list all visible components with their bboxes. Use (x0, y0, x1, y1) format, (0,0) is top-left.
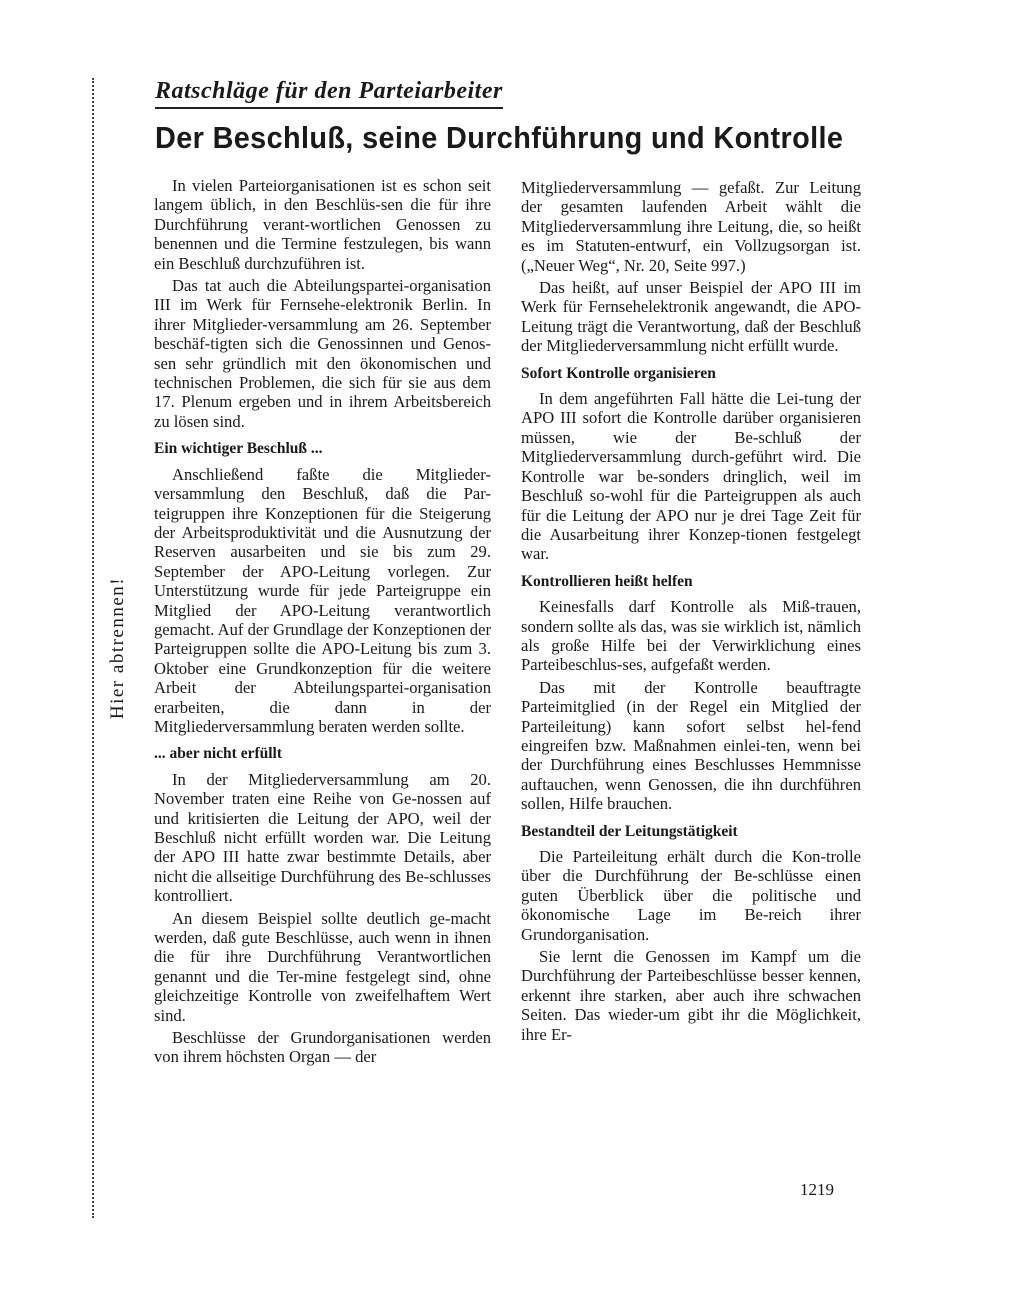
cut-dotted-line (92, 78, 94, 1218)
section-heading: Ein wichtiger Beschluß ... (154, 440, 323, 458)
paragraph: Beschlüsse der Grundorganisationen werden von ihrem höchsten Organ — der (154, 1028, 491, 1067)
paragraph: Anschließend faßte die Mitglieder-versammlung den Beschluß, daß die Par-teigruppen ihre Konzeptionen für die Steigerung der Arbeitsproduktivität und die Ausnutzung der Reserven ausarbeiten und sie bis zum 29. September der APO-Leitung vorlegen. Zur Unterstützung wurde für jede Parteigruppe ein Mitglied der APO-Leitung verantwortlich gemacht. Auf der Grundlage der Konzeptionen der Parteigruppen sollte die APO-Leitung bis zum 3. Oktober eine Grundkonzeption für die weitere Arbeit der Abteilungspartei-organisation erarbeiten, die dann in der Mitgliederversammlung beraten werden sollte. (154, 464, 491, 736)
paragraph: In dem angeführten Fall hätte die Lei-tung der APO III sofort die Kontrolle darüber organisieren müssen, wie der Be-schluß der Mitgliederversammlung durch-geführt wird. Die Kontrolle war be-sonders dringlich, weil im Beschluß so-wohl für die Parteigruppen als auch für die Leitung der APO nur je drei Tage Zeit für die Ausarbeitung ihrer Konzep-tionen festgelegt war. (521, 389, 861, 564)
paragraph: An diesem Beispiel sollte deutlich ge-macht werden, daß gute Beschlüsse, auch wenn in ihnen die für ihre Durchführung Verantwortlichen genannt und die Ter-mine festgelegt sind, ohne gleichzeitige Kontrolle von zweifelhaftem Wert sind. (154, 908, 491, 1025)
series-title: Ratschläge für den Parteiarbeiter (155, 78, 503, 109)
paragraph: In der Mitgliederversammlung am 20. November traten eine Reihe von Ge-nossen auf und kritisierten die Leitung der APO, weil der Beschluß nicht erfüllt worden war. Die Leitung der APO III hatte zwar bestimmte Details, aber nicht die allseitige Durchführung des Be-schlusses kontrolliert. (154, 769, 491, 906)
paragraph: Das mit der Kontrolle beauftragte Parteimitglied (in der Regel ein Mitglied der Parteileitung) kann sofort selbst hel-fend eingreifen bzw. Maßnahmen einlei-ten, wenn bei der Durchführung eines Beschlusses Hemmnisse auftauchen, wenn Genossen, die ihn durchführen sollen, Hilfe brauchen. (521, 677, 861, 814)
paragraph: Das tat auch die Abteilungspartei-organisation III im Werk für Fernsehe-elektronik Berlin. In ihrer Mitglieder-versammlung am 26. September beschäf-tigten sich die Genossinnen und Genos-sen sehr gründlich mit den ökonomischen und technischen Problemen, die sich für sie aus dem 17. Plenum ergeben und in ihrem Arbeitsbereich zu lösen sind. (154, 276, 491, 431)
page-number: 1219 (800, 1180, 834, 1199)
right-column (521, 178, 861, 1047)
left-column (154, 176, 491, 1070)
section-heading: ... aber nicht erfüllt (154, 745, 283, 763)
section-heading: Sofort Kontrolle organisieren (521, 364, 716, 382)
paragraph: Mitgliederversammlung — gefaßt. Zur Leitung der gesamten laufenden Arbeit wählt die Mitgliederversammlung ihre Leitung, die, so heißt es im Statuten-entwurf, ein Vollzugsorgan ist. („Neuer Weg“, Nr. 20, Seite 997.) (521, 178, 861, 275)
paragraph: In vielen Parteiorganisationen ist es schon seit langem üblich, in den Beschlüs-sen die für ihre Durchführung verant-wortlichen Genossen zu benennen und die Termine festzulegen, bis wann ein Beschluß durchzuführen ist. (154, 176, 491, 273)
paragraph: Das heißt, auf unser Beispiel der APO III im Werk für Fernsehelektronik angewandt, die APO-Leitung trägt die Verantwortung, daß der Beschluß der Mitgliederversammlung nicht erfüllt wurde. (521, 278, 861, 356)
article-title: Der Beschluß, seine Durchführung und Kontrolle (155, 120, 844, 155)
cut-here-label: Hier abtrennen! (107, 576, 128, 720)
section-heading: Kontrollieren heißt helfen (521, 572, 693, 590)
paragraph: Sie lernt die Genossen im Kampf um die Durchführung der Parteibeschlüsse besser kennen, erkennt ihre starken, aber auch ihre schwachen Seiten. Das wieder-um gibt ihr die Möglichkeit, ihre Er- (521, 947, 861, 1044)
paragraph: Keinesfalls darf Kontrolle als Miß-trauen, sondern sollte als das, was sie wirklich ist, nämlich als große Hilfe bei der Verwirklichung eines Parteibeschlus-ses, aufgefaßt werden. (521, 597, 861, 675)
paragraph: Die Parteileitung erhält durch die Kon-trolle über die Durchführung der Be-schlüsse einen guten Überblick über die politische und ökonomische Lage im Be-reich ihrer Grundorganisation. (521, 847, 861, 944)
section-heading: Bestandteil der Leitungstätigkeit (521, 822, 738, 840)
